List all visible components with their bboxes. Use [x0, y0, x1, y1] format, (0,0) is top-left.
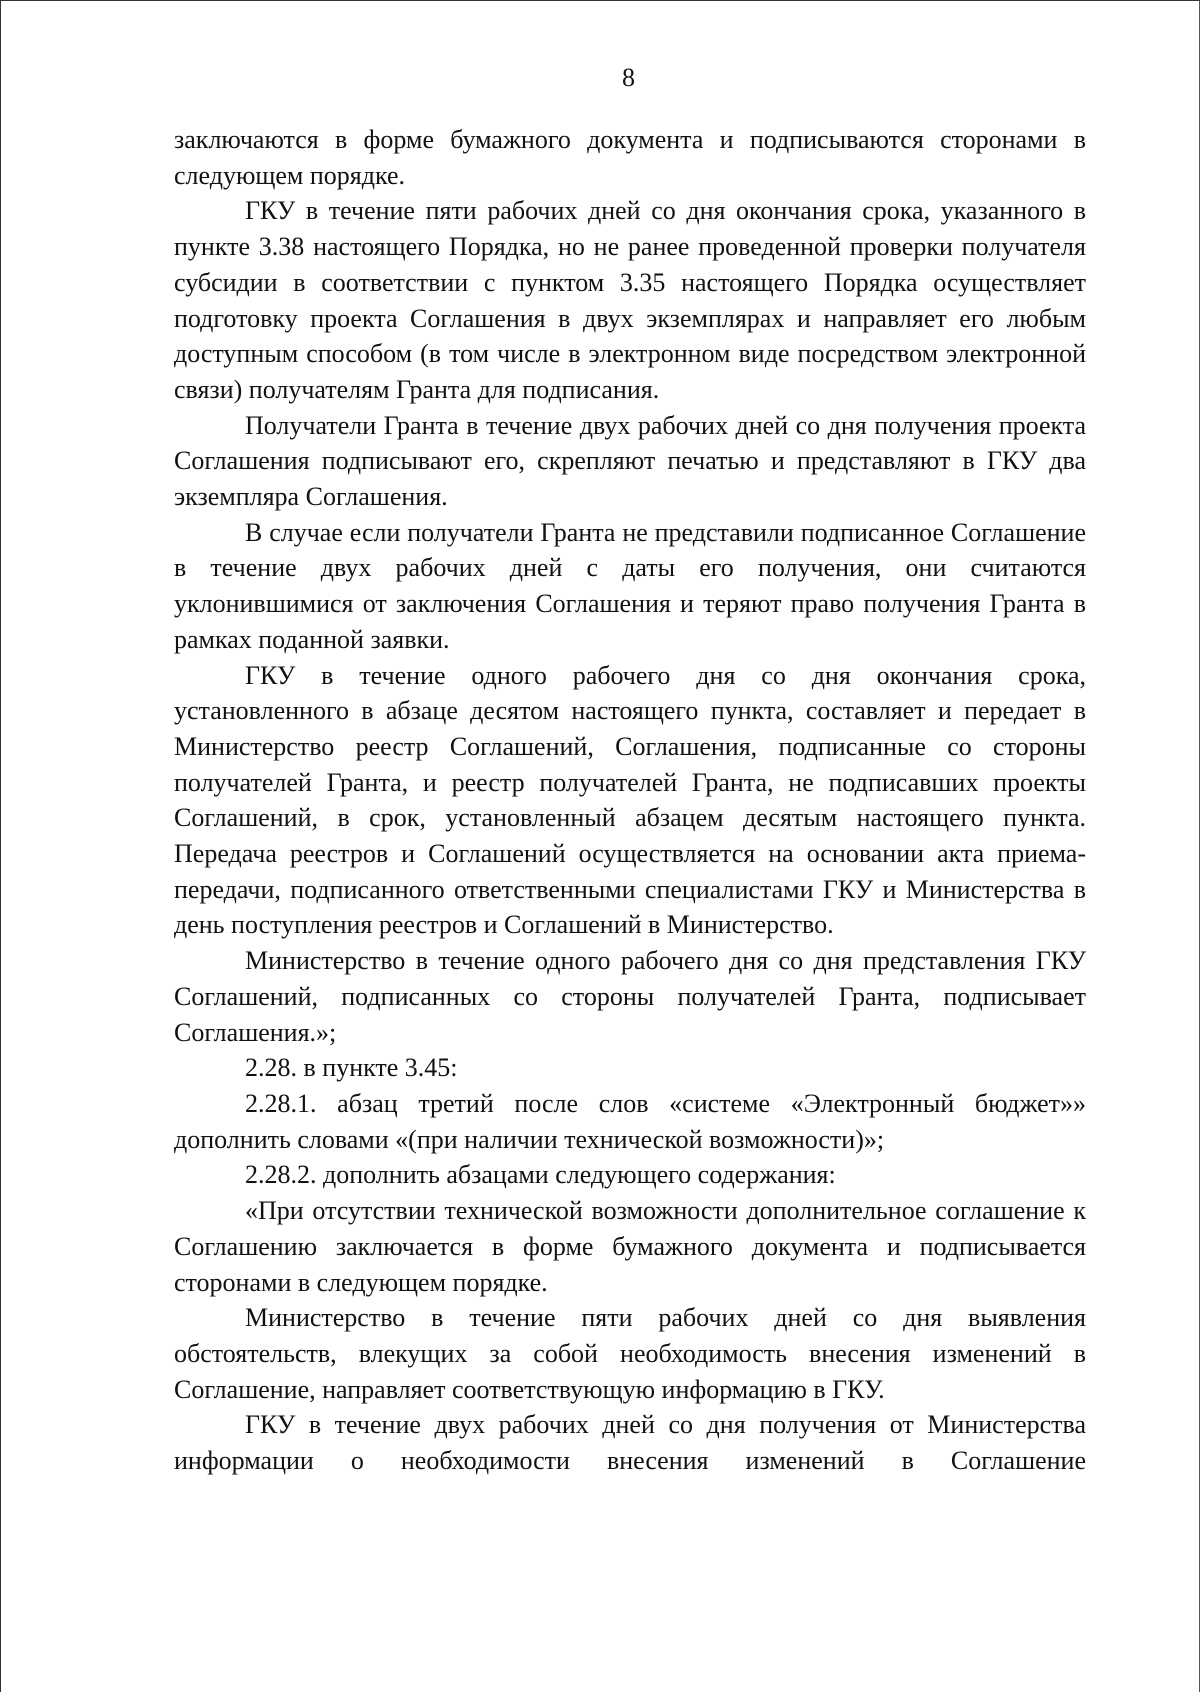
paragraph-recipients-signing: Получатели Гранта в течение двух рабочих дней со дня получения проекта Соглашения подписывают его, скрепляют печатью и представляют в ГКУ два экземпляра Соглашения.: [174, 410, 1086, 512]
paragraph-item-2-28-2: 2.28.2. дополнить абзацами следующего содержания:: [245, 1160, 836, 1190]
paragraph-no-technical-possibility: «При отсутствии технической возможности дополнительное соглашение к Соглашению заключается в форме бумажного документа и подписывается сторонами в следующем порядке.: [174, 1196, 1086, 1297]
paragraph-continuation: заключаются в форме бумажного документа и подписываются сторонами в следующем порядке.: [174, 125, 1086, 190]
paragraph-gku-information: ГКУ в течение двух рабочих дней со дня получения от Министерства информации о необходимости внесения изменений в Соглашение: [174, 1410, 1086, 1476]
paragraph-evasion: В случае если получатели Гранта не представили подписанное Соглашение в течение двух рабочих дней с даты его получения, они считаются уклонившимися от заключения Соглашения и теряют право получения Гранта в рамках поданной заявки.: [174, 517, 1086, 654]
document-body: [174, 122, 1086, 1479]
paragraph-registry-transfer: ГКУ в течение одного рабочего дня со дня окончания срока, установленного в абзаце десятом настоящего пункта, составляет и передает в Министерство реестр Соглашений, Соглашения, подписанные со стороны получателей Гранта, и реестр получателей Гранта, не подписавших проекты Соглашений, в срок, установленный абзацем десятым настоящего пункта. Передача реестров и Соглашений осуществляется на основании акта приема-передачи, подписанного ответственными специалистами ГКУ и Министерства в день поступления реестров и Соглашений в Министерство.: [174, 660, 1086, 940]
page-number: 8: [622, 63, 635, 92]
paragraph-gku-preparation: ГКУ в течение пяти рабочих дней со дня окончания срока, указанного в пункте 3.38 настоящего Порядка, но не ранее проведенной проверки получателя субсидии в соответствии с пунктом 3.35 настоящего Порядка осуществляет подготовку проекта Соглашения в двух экземплярах и направляет его любым доступным способом (в том числе в электронном виде посредством электронной связи) получателям Гранта для подписания.: [174, 196, 1086, 404]
paragraph-item-2-28: 2.28. в пункте 3.45:: [245, 1053, 458, 1083]
paragraph-ministry-circumstances: Министерство в течение пяти рабочих дней со дня выявления обстоятельств, влекущих за собой необходимость внесения изменений в Соглашение, направляет соответствующую информацию в ГКУ.: [174, 1303, 1086, 1404]
paragraph-item-2-28-1: 2.28.1. абзац третий после слов «системе «Электронный бюджет»» дополнить словами «(при наличии технической возможности)»;: [174, 1088, 1086, 1154]
paragraph-ministry-signing: Министерство в течение одного рабочего дня со дня представления ГКУ Соглашений, подписанных со стороны получателей Гранта, подписывает Соглашения.»;: [174, 946, 1086, 1047]
